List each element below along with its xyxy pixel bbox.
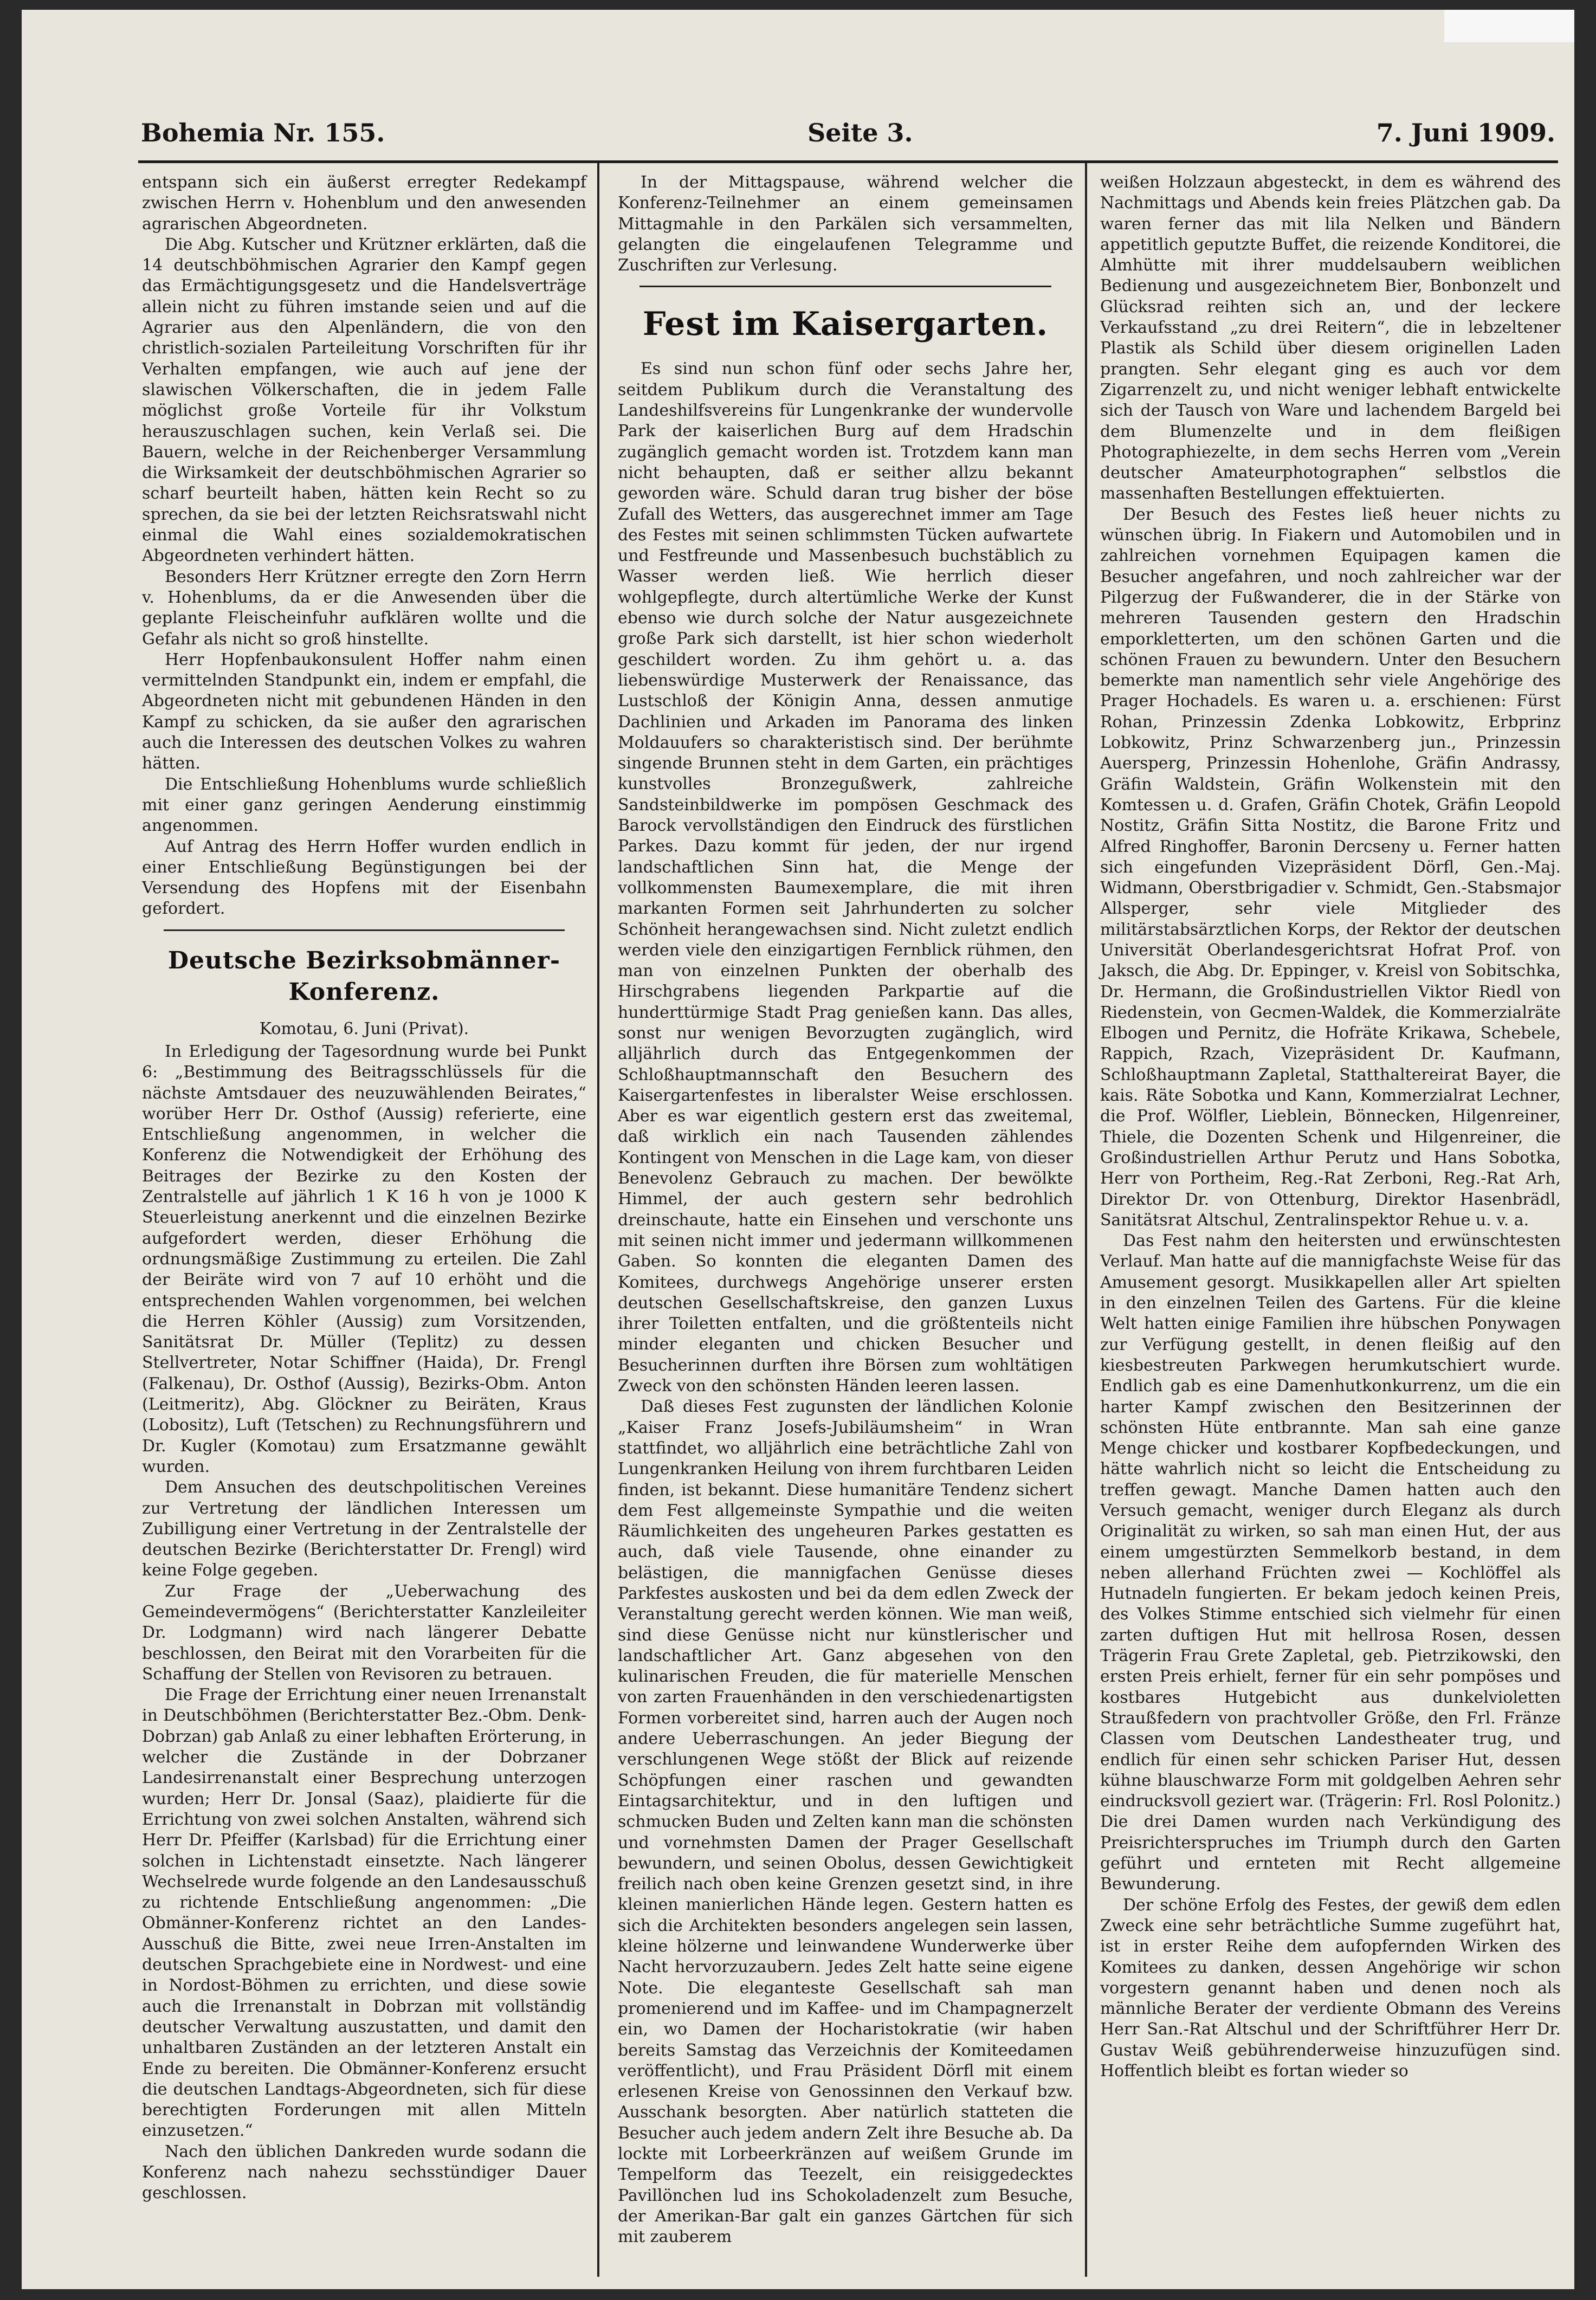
page-header xyxy=(141,118,1555,151)
paragraph: Es sind nun schon fünf oder sechs Jahre her, seitdem Publikum durch die Veranstaltung des Landeshilfsvereins für Lungenkranke der wundervolle Park der kaiserlichen Burg auf dem Hradschin zugänglich gemacht worden ist. Trotzdem kann man nicht behaupten, daß er seither allzu bekannt geworden wäre. Schuld daran trug bisher der böse Zufall des Wetters, das ausgerechnet immer am Tage des Festes mit seinen schlimmsten Tücken aufwartete und Festfreunde und Massenbesuch buchstäblich zu Wasser werden ließ. Wie herrlich dieser wohlgepflegte, durch altertümliche Werke der Kunst ebenso wie durch solche der Natur ausgezeichnete große Park sich darstellt, ist hier schon wiederholt geschildert worden. Zu ihm gehört u. a. das liebenswürdige Musterwerk der Renaissance, das Lustschloß der Königin Anna, dessen anmutige Dachlinien und Arkaden im Panorama des linken Moldauufers so charakteristisch sind. Der berühmte singende Brunnen steht in dem Garten, ein prächtiges kunstvolles Bronzegußwerk, zahlreiche Sandsteinbildwerke im pompösen Geschmack des Barock vervollständigen den Eindruck des fürstlichen Parkes. Dazu kommt für jeden, der nur irgend landschaftlichen Sinn hat, die Menge der vollkommensten Baumexemplare, die mit ihren markanten Formen seit Jahrhunderten zu solcher Schönheit herangewachsen sind. Nicht zuletzt endlich werden viele den einzigartigen Fernblick rühmen, den man von einzelnen Punkten der oberhalb des Hirschgrabens liegenden Parkpartie auf die hunderttürmige Stadt Prag genießen kann. Das alles, sonst nur wenigen Bevorzugten zugänglich, wird alljährlich durch das Entgegenkommen der Schloßhauptmannschaft den Besuchern des Kaisergartenfestes in liberalster Weise erschlossen. Aber es war eigentlich gestern erst das zweitemal, daß wirklich ein nach Tausenden zählendes Kontingent von Menschen in die Lage kam, von dieser Benevolenz Gebrauch zu machen. Der bewölkte Himmel, der auch gestern sehr bedrohlich dreinschaute, hatte ein Einsehen und verschonte uns mit seinen nicht immer und jedermann willkommenen Gaben. So konnten die eleganten Damen des Komitees, durchwegs Angehörige unserer ersten deutschen Gesellschaftskreise, den ganzen Luxus ihrer Toiletten entfalten, und die größtenteils nicht minder eleganten und chicken Besucher und Besucherinnen durften ihre Börsen zum wohltätigen Zweck von den schönsten Händen leeren lassen. xyxy=(618,359,1073,1396)
paragraph: Der Besuch des Festes ließ heuer nichts zu wünschen übrig. In Fiakern und Automobilen und in zahlreichen vornehmen Equipagen kamen die Besucher angefahren, und noch zahlreicher war der Pilgerzug der Fußwanderer, die in der Stärke von mehreren Tausenden gestern den Hradschin emporkletterten, um den schönen Garten und die schönen Frauen zu bewundern. Unter den Besuchern bemerkte man namentlich sehr viele Angehörige des Prager Hochadels. Es waren u. a. erschienen: Fürst Rohan, Prinzessin Zdenka Lobkowitz, Erbprinz Lobkowitz, Prinz Schwarzenberg jun., Prinzessin Auersperg, Prinzessin Hohenlohe, Gräfin Andrassy, Gräfin Waldstein, Gräfin Wolkenstein mit den Komtessen u. d. Grafen, Gräfin Chotek, Gräfin Leopold Nostitz, Gräfin Sitta Nostitz, die Barone Fritz und Alfred Ringhoffer, Baronin Dercseny u. Ferner hatten sich eingefunden Vizepräsident Dörfl, Gen.-Maj. Widmann, Oberstbrigadier v. Schmidt, Gen.-Stabsmajor Allsperger, sehr viele Mitglieder des militärstabsärztlichen Korps, der Rektor der deutschen Universität Oberlandesgerichtsrat Hofrat Prof. von Jaksch, die Abg. Dr. Eppinger, v. Kreisl von Sobitschka, Dr. Hermann, die Großindustriellen Viktor Riedl von Riedenstein, von Gecmen-Waldek, die Kommerzialräte Elbogen und Pernitz, die Hofräte Krikawa, Schebele, Rappich, Rzach, Vizepräsident Dr. Kaufmann, Schloßhauptmann Zapletal, Statthaltereirat Bayer, die kais. Räte Sobotka und Kann, Kommerzialrat Lechner, die Prof. Wölfler, Lieblein, Bönnecken, Hilgenreiner, Thiele, die Dozenten Schenk und Hilgenreiner, die Großindustriellen Arthur Perutz und Hans Sobotka, Herr von Portheim, Reg.-Rat Zerboni, Reg.-Rat Arh, Direktor Dr. von Ottenburg, Direktor Hasenbrädl, Sanitätsrat Altschul, Zentralinspektor Rehue u. v. a. xyxy=(1100,505,1561,1230)
section-divider xyxy=(164,929,565,931)
column-rule-1 xyxy=(597,163,599,2277)
paragraph: Dem Ansuchen des deutschpolitischen Vereines zur Vertretung der ländlichen Interessen um Zubilligung einer Vertretung in der Zentralstelle der deutschen Bezirke (Berichterstatter Dr. Frengl) wird keine Folge gegeben. xyxy=(142,1478,586,1580)
column-rule-2 xyxy=(1085,163,1087,2277)
paragraph: Der schöne Erfolg des Festes, der gewiß dem edlen Zweck eine sehr beträchtliche Summe zugeführt hat, ist in erster Reihe dem aufopfernden Wirken des Komitees zu danken, dessen Angehörige wir schon vorgestern genannt haben und denen noch als männliche Berater der verdiente Obmann des Vereins Herr San.-Rat Altschul und der Schriftführer Herr Dr. Gustav Weiß gebührenderweise hinzuzufügen sind. Hoffentlich bleibt es fortan wieder so xyxy=(1100,1895,1561,2081)
paragraph: Auf Antrag des Herrn Hoffer wurden endlich in einer Entschließung Begünstigungen bei der Versendung des Hopfens mit der Eisenbahn gefordert. xyxy=(142,837,586,919)
paragraph: In der Mittagspause, während welcher die Konferenz-Teilnehmer an einem gemeinsamen Mittagmahle in den Parkälen sich versammelten, gelangten die eingelaufenen Telegramme und Zuschriften zur Verlesung. xyxy=(618,173,1073,275)
paragraph: Zur Frage der „Ueberwachung des Gemeindevermögens“ (Berichterstatter Kanzleileiter Dr. Lodgmann) wird nach längerer Debatte beschlossen, den Beirat mit den Vorarbeiten für die Schaffung der Stellen von Revisoren zu betrauen. xyxy=(142,1581,586,1684)
paragraph: In Erledigung der Tagesordnung wurde bei Punkt 6: „Bestimmung des Beitragsschlüssels für die nächste Amtsdauer des neuzuwählenden Beirates,“ worüber Herr Dr. Osthof (Aussig) referierte, eine Entschließung angenommen, in welcher die Konferenz die Notwendigkeit der Erhöhung des Beitrages der Bezirke zu den Kosten der Zentralstelle auf jährlich 1 K 16 h von je 1000 K Steuerleistung anerkennt und die einzelnen Bezirke aufgefordert werden, dieser Erhöhung die ordnungsmäßige Zustimmung zu erteilen. Die Zahl der Beiräte wird von 7 auf 10 erhöht und die entsprechenden Wahlen vorgenommen, bei welchen die Herren Köhler (Aussig) zum Vorsitzenden, Sanitätsrat Dr. Müller (Teplitz) zu dessen Stellvertreter, Notar Schiffner (Haida), Dr. Frengl (Falkenau), Dr. Osthof (Aussig), Bezirks-Obm. Anton (Leitmeritz), Abg. Glöckner zu Beiräten, Kraus (Lobositz), Luft (Tetschen) zu Rechnungsführern und Dr. Kugler (Komotau) zum Ersatzmanne gewählt wurden. xyxy=(142,1042,586,1476)
column-3 xyxy=(1100,172,1561,2082)
paragraph: Daß dieses Fest zugunsten der ländlichen Kolonie „Kaiser Franz Josefs-Jubiläumsheim“ in Wran stattfindet, wo alljährlich eine beträchtliche Zahl von Lungenkranken Heilung von ihrem furchtbaren Leiden finden, ist bekannt. Diese humanitäre Tendenz sichert dem Fest allgemeinste Sympathie und die weiten Räumlichkeiten des ungeheuren Parkes gestatten es auch, daß viele Tausende, ohne einander zu belästigen, die mannigfachen Genüsse dieses Parkfestes auskosten und bei da dem edlen Zweck der Veranstaltung gerecht werden können. Wie man weiß, sind diese Genüsse nicht nur künstlerischer und landschaftlicher Art. Ganz abgesehen von den kulinarischen Freuden, die für materielle Menschen von zarten Frauenhänden in den verschiedenartigsten Formen vorbereitet sind, harren auch der Augen noch andere Ueberraschungen. An jeder Biegung der verschlungenen Wege stößt der Blick auf reizende Schöpfungen einer raschen und gewandten Eintagsarchitektur, und in den luftigen und schmucken Buden und Zelten kann man die schönsten und vornehmsten Damen der Prager Gesellschaft bewundern, und seinen Obolus, dessen Gewichtigkeit freilich nach oben keine Grenzen gesetzt sind, in ihre kleinen manierlichen Hände legen. Gestern hatten es sich die Architekten besonders angelegen sein lassen, kleine hölzerne und leinwandene Wunderwerke über Nacht hervorzuzaubern. Jedes Zelt hatte seine eigene Note. Die eleganteste Gesellschaft sah man promenierend und im Kaffee- und im Champagnerzelt ein, wo Damen der Hocharistokratie (wir haben bereits Samstag das Verzeichnis der Komiteedamen veröffentlicht), und Frau Präsident Dörfl mit einem erlesenen Kreise von Genossinnen den Verkauf bzw. Ausschank besorgten. Aber natürlich statteten die Besucher auch jedem andern Zelt ihre Besuche ab. Da lockte mit Lorbeerkränzen auf weißem Grunde im Tempelform das Teezelt, ein reisiggedecktes Pavillönchen lud ins Schokoladenzelt zum Besuche, der Amerikan-Bar galt ein ganzes Gärtchen für sich mit zauberem xyxy=(618,1397,1073,2247)
header-date: 7. Juni 1909. xyxy=(1376,118,1555,147)
paragraph: Besonders Herr Krützner erregte den Zorn Herrn v. Hohenblums, da er die Anwesenden über die geplante Fleischeinfuhr aufklären wollte und die Gefahr als nicht so groß hinstellte. xyxy=(142,567,586,649)
page-corner xyxy=(1444,10,1574,42)
paragraph: Herr Hopfenbaukonsulent Hoffer nahm einen vermittelnden Standpunkt ein, indem er empfahl, die Abgeordneten nicht mit gebundenen Händen in den Kampf zu schicken, da sie außer den agrarischen auch die Interessen des deutschen Volkes zu wahren hätten. xyxy=(142,650,586,773)
paragraph: Das Fest nahm den heitersten und erwünschtesten Verlauf. Man hatte auf die mannigfachste Weise für das Amusement gesorgt. Musikkapellen aller Art spielten in den einzelnen Teilen des Gartens. Für die kleine Welt hatten einige Familien ihre hübschen Ponywagen zur Verfügung gestellt, in denen fleißig auf den kiesbestreuten Parkwegen herumkutschiert wurde. Endlich gab es eine Damenhutkonkurrenz, um die ein harter Kampf zwischen den Besitzerinnen der schönsten Hüte entbrannte. Man sah eine ganze Menge chicker und kostbarer Kopfbedeckungen, und hätte wahrlich nicht so leicht die Entscheidung zu treffen gewagt. Manche Damen hatten auch den Versuch gemacht, weniger durch Eleganz als durch Originalität zu wirken, so sah man einen Hut, der aus einem umgestürzten Semmelkorb bestand, in dem neben allerhand Früchten zwei — Kochlöffel als Hutnadeln fungierten. Er bekam jedoch keinen Preis, des Volkes Stimme entschied sich vielmehr für einen zarten duftigen Hut mit hellrosa Rosen, dessen Trägerin Frau Grete Zapletal, geb. Pietrzikowski, den ersten Preis erhielt, ferner für ein sehr pompöses und kostbares Hutgebicht aus dunkelvioletten Straußfedern von prachtvoller Größe, den Frl. Fränze Classen vom Deutschen Landestheater trug, und endlich für einen sehr schicken Pariser Hut, dessen kühne blauschwarze Form mit goldgelben Aehren sehr eindrucksvoll geziert war. (Trägerin: Frl. Rosl Polonitz.) Die drei Damen wurden nach Verkündigung des Preisrichterspruches im Triumph durch den Garten geführt und ernteten mit Recht allgemeine Bewunderung. xyxy=(1100,1231,1561,1894)
column-2 xyxy=(618,172,1073,2248)
column-1 xyxy=(142,172,586,2204)
paragraph: entspann sich ein äußerst erregter Redekampf zwischen Herrn v. Hohenblum und den anwesenden agrarischen Abgeordneten. xyxy=(142,173,586,234)
article-headline: Deutsche Bezirksobmänner-Konferenz. xyxy=(167,946,561,1006)
newspaper-page xyxy=(22,10,1574,2289)
header-issue: Bohemia Nr. 155. xyxy=(141,118,385,147)
paragraph: Die Abg. Kutscher und Krützner erklärten, daß die 14 deutschböhmischen Agrarier den Kampf gegen das Ermächtigungsgesetz und die Handelsverträge allein nicht zu führen imstande seien und auf die Agrarier aus den Alpenländern, die von den christlich-sozialen Parteileitung Vorschriften für ihr Verhalten empfangen, wie auch auf jene der slawischen Völkerschaften, die in jedem Falle möglichst große Vorteile für ihr Volkstum herauszuschlagen suchen, kein Verlaß sei. Die Bauern, welche in der Reichenberger Versammlung die Wirksamkeit der deutschböhmischen Agrarier so scharf beurteilt haben, hätten kein Recht so zu sprechen, da sie bei der letzten Reichsratswahl nicht einmal die Wahl eines sozialdemokratischen Abgeordneten verhindert hätten. xyxy=(142,235,586,566)
header-page-number: Seite 3. xyxy=(807,118,913,147)
header-rule xyxy=(138,160,1558,163)
paragraph: Nach den üblichen Dankreden wurde sodann die Konferenz nach nahezu sechsstündiger Dauer geschlossen. xyxy=(142,2142,586,2203)
dateline: Komotau, 6. Juni (Privat). xyxy=(259,1019,469,1038)
article-headline: Fest im Kaisergarten. xyxy=(642,305,1049,344)
paragraph: Die Frage der Errichtung einer neuen Irrenanstalt in Deutschböhmen (Berichterstatter Bez.-Obm. Denk-Dobrzan) gab Anlaß zu einer lebhaften Erörterung, in welcher die Zustände in der Dobrzaner Landesirrenanstalt einer Besprechung unterzogen wurden; Herr Dr. Jonsal (Saaz), plaidierte für die Errichtung von zwei solchen Anstalten, während sich Herr Dr. Pfeiffer (Karlsbad) für die Errichtung einer solchen in Lichtenstadt einsetzte. Nach längerer Wechselrede wurde folgende an den Landesausschuß zu richtende Entschließung angenommen: „Die Obmänner-Konferenz richtet an den Landes-Ausschuß die Bitte, zwei neue Irren-Anstalten im deutschen Sprachgebiete eine in Nordwest- und eine in Nordost-Böhmen zu errichten, und diese sowie auch die Irrenanstalt in Dobrzan mit vollständig deutscher Verwaltung auszustatten, und damit den unhaltbaren Zuständen an der letzteren Anstalt ein Ende zu bereiten. Die Obmänner-Konferenz ersucht die deutschen Landtags-Abgeordneten, sich für diese berechtigten Forderungen mit allen Mitteln einzusetzen.“ xyxy=(142,1685,586,2141)
paragraph: Die Entschließung Hohenblums wurde schließlich mit einer ganz geringen Aenderung einstimmig angenommen. xyxy=(142,774,586,836)
paragraph: weißen Holzzaun abgesteckt, in dem es während des Nachmittags und Abends kein freies Plätzchen gab. Da waren ferner das mit lila Nelken und Bändern appetitlich geputzte Buffet, die reizende Konditorei, die Almhütte mit ihrer muddelsaubern weiblichen Bedienung und ausgezeichnetem Bier, Bonbonzelt und Glücksrad reihten sich an, und der leckere Verkaufsstand „zu drei Reitern“, die in lebzeltener Plastik als Schild über diesem originellen Laden prangten. Sehr elegant ging es auch vor dem Zigarrenzelt zu, und nicht weniger lebhaft entwickelte sich der Tausch von Ware und lachendem Bargeld bei dem Blumenzelte und in dem fleißigen Photographiezelte, in dem sechs Herren vom „Verein deutscher Amateurphotographen“ selbstlos die massenhaften Bestellungen effektuierten. xyxy=(1100,173,1561,503)
section-divider xyxy=(639,286,1051,287)
